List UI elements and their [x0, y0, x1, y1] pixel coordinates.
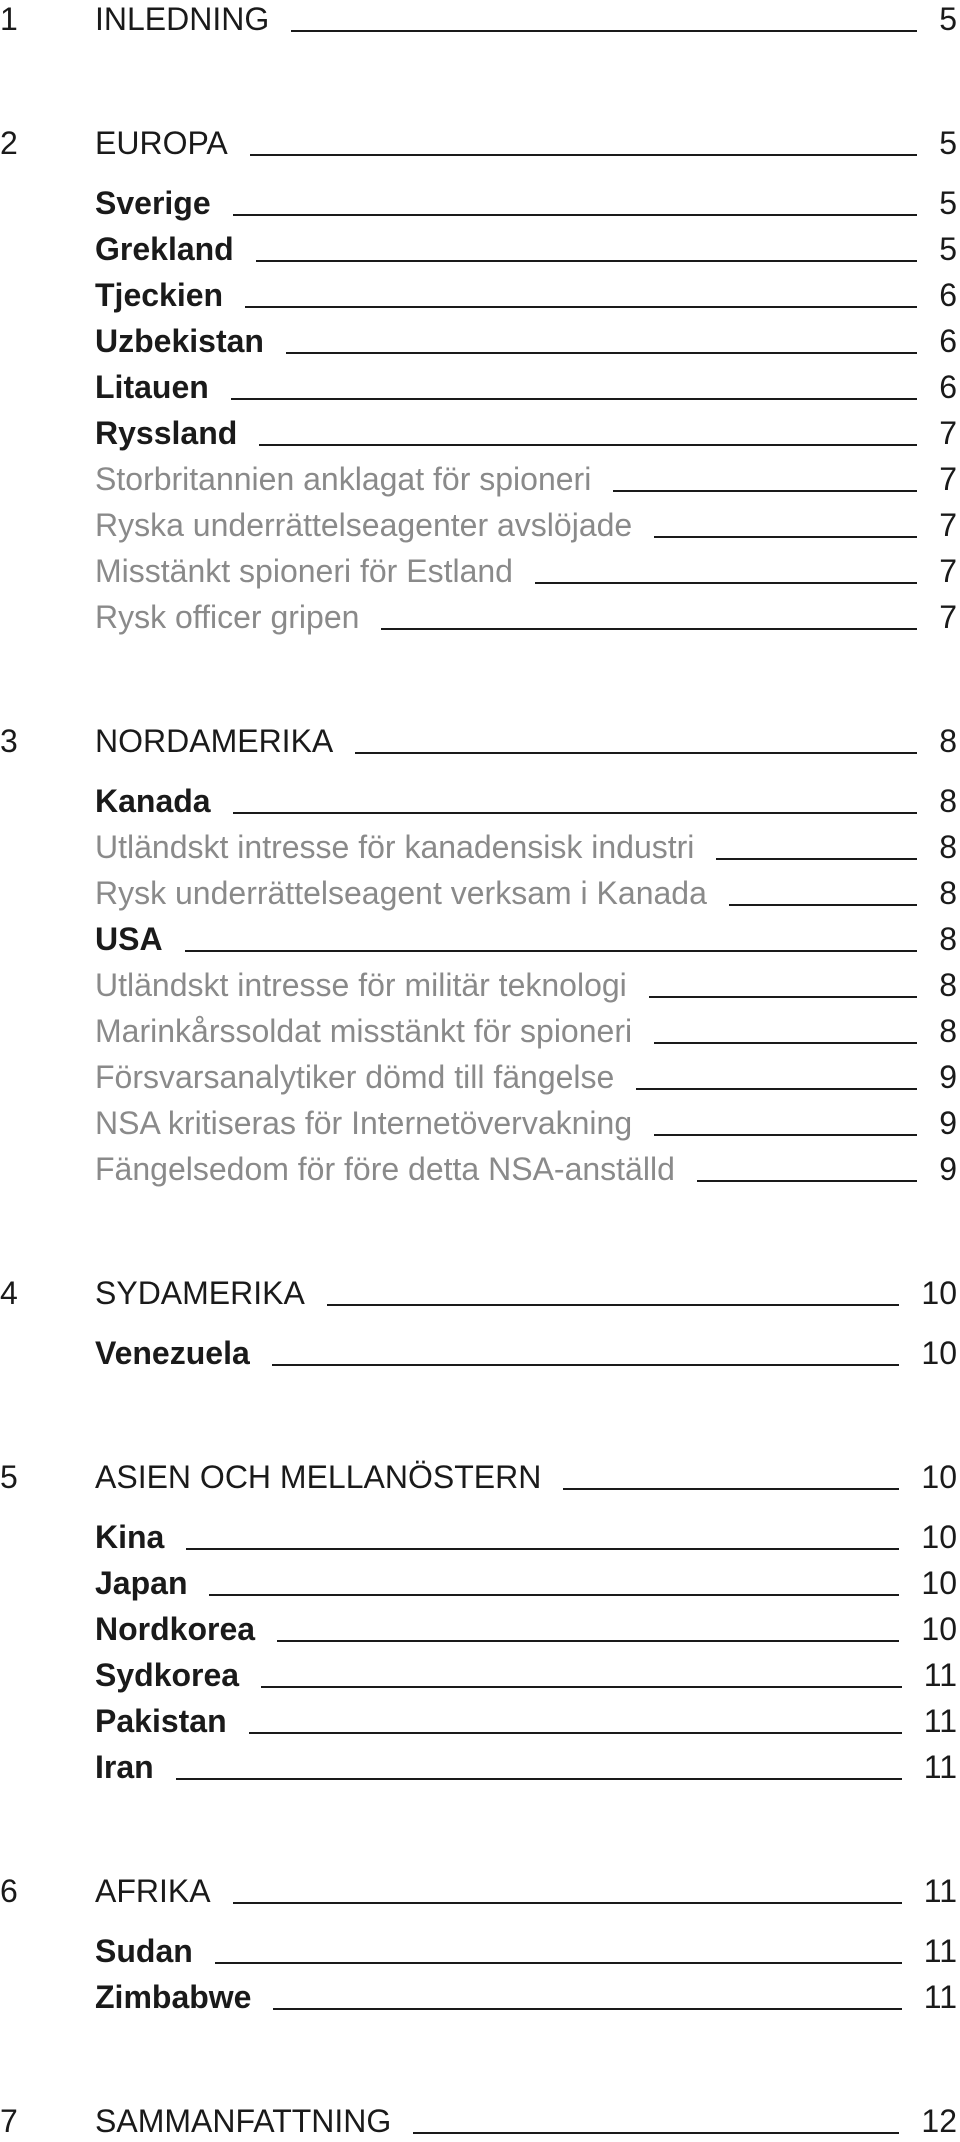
leader-line [697, 1180, 917, 1182]
toc-chapter-row[interactable] [0, 2102, 960, 2142]
leader-line [355, 752, 917, 754]
toc-entry-title: Marinkårssoldat misstänkt för spioneri [95, 1013, 633, 1049]
toc-entry-title: AFRIKA [95, 1873, 211, 1909]
toc-entry-title: Sudan [95, 1933, 193, 1969]
page-number: 6 [939, 369, 957, 405]
page-number: 6 [939, 323, 957, 359]
leader-line [249, 1732, 902, 1734]
page-number: 10 [921, 1565, 957, 1601]
chapter-number: 4 [0, 1275, 18, 1311]
toc-entry-title: Zimbabwe [95, 1979, 252, 2015]
page-number: 11 [923, 1979, 957, 2015]
toc-entry-title: Storbritannien anklagat för spioneri [95, 461, 592, 497]
page-number: 8 [939, 967, 957, 1003]
chapter-number: 6 [0, 1873, 18, 1909]
toc-entry-title: Pakistan [95, 1703, 227, 1739]
toc-article-row[interactable] [0, 828, 960, 868]
toc-entry-title: INLEDNING [95, 1, 270, 37]
page-number: 8 [939, 723, 957, 759]
toc-entry-title: Grekland [95, 231, 234, 267]
page-number: 7 [939, 507, 957, 543]
toc-entry-title: Kanada [95, 783, 211, 819]
leader-line [654, 536, 917, 538]
page-number: 6 [939, 277, 957, 313]
toc-entry-title: SYDAMERIKA [95, 1275, 305, 1311]
leader-line [636, 1088, 917, 1090]
leader-line [261, 1686, 902, 1688]
page-number: 5 [939, 125, 957, 161]
toc-chapter-row[interactable] [0, 1274, 960, 1314]
page-number: 10 [921, 1335, 957, 1371]
toc-section-row[interactable] [0, 1564, 960, 1604]
page-number: 8 [939, 921, 957, 957]
toc-section-row[interactable] [0, 1656, 960, 1696]
chapter-number: 5 [0, 1459, 18, 1495]
toc-entry-title: SAMMANFATTNING [95, 2103, 392, 2139]
page-number: 9 [939, 1059, 957, 1095]
leader-line [231, 398, 917, 400]
leader-line [716, 858, 917, 860]
chapter-number: 3 [0, 723, 18, 759]
leader-line [381, 628, 917, 630]
page-number: 9 [939, 1105, 957, 1141]
leader-line [256, 260, 917, 262]
toc-entry-title: Litauen [95, 369, 209, 405]
toc-entry-title: Rysk officer gripen [95, 599, 360, 635]
leader-line [286, 352, 917, 354]
toc-entry-title: Utländskt intresse för militär teknologi [95, 967, 627, 1003]
toc-entry-title: Rysk underrättelseagent verksam i Kanada [95, 875, 707, 911]
page-number: 7 [939, 553, 957, 589]
page-number: 8 [939, 783, 957, 819]
toc-section-row[interactable] [0, 322, 960, 362]
page-number: 11 [923, 1933, 957, 1969]
toc-section-row[interactable] [0, 276, 960, 316]
toc-section-row[interactable] [0, 782, 960, 822]
toc-section-row[interactable] [0, 920, 960, 960]
toc-section-row[interactable] [0, 1978, 960, 2018]
leader-line [535, 582, 917, 584]
page-number: 5 [939, 185, 957, 221]
page-number: 7 [939, 461, 957, 497]
toc-entry-title: NORDAMERIKA [95, 723, 334, 759]
toc-article-row[interactable] [0, 506, 960, 546]
page-number: 10 [921, 1519, 957, 1555]
toc-chapter-row[interactable] [0, 1872, 960, 1912]
leader-line [272, 1364, 899, 1366]
page-number: 7 [939, 415, 957, 451]
toc-section-row[interactable] [0, 230, 960, 270]
leader-line [649, 996, 917, 998]
toc-entry-title: Sydkorea [95, 1657, 240, 1693]
toc-article-row[interactable] [0, 1150, 960, 1190]
toc-article-row[interactable] [0, 1104, 960, 1144]
toc-entry-title: ASIEN OCH MELLANÖSTERN [95, 1459, 542, 1495]
page-number: 8 [939, 829, 957, 865]
leader-line [185, 950, 917, 952]
toc-entry-title: Kina [95, 1519, 165, 1555]
leader-line [176, 1778, 902, 1780]
toc-entry-title: Misstänkt spioneri för Estland [95, 553, 513, 589]
page-number: 8 [939, 875, 957, 911]
page-number: 8 [939, 1013, 957, 1049]
toc-chapter-row[interactable] [0, 1458, 960, 1498]
leader-line [245, 306, 917, 308]
toc-entry-title: Iran [95, 1749, 154, 1785]
leader-line [250, 154, 917, 156]
toc-section-row[interactable] [0, 1702, 960, 1742]
toc-article-row[interactable] [0, 598, 960, 638]
toc-entry-title: Japan [95, 1565, 188, 1601]
toc-entry-title: USA [95, 921, 163, 957]
leader-line [273, 2008, 902, 2010]
leader-line [729, 904, 917, 906]
toc-article-row[interactable] [0, 874, 960, 914]
page-number: 11 [923, 1749, 957, 1785]
leader-line [654, 1134, 917, 1136]
toc-entry-title: Nordkorea [95, 1611, 256, 1647]
chapter-number: 7 [0, 2103, 18, 2139]
page-number: 12 [921, 2103, 957, 2139]
toc-article-row[interactable] [0, 1012, 960, 1052]
toc-entry-title: Ryssland [95, 415, 238, 451]
leader-line [233, 214, 917, 216]
page-number: 10 [921, 1459, 957, 1495]
leader-line [654, 1042, 917, 1044]
leader-line [233, 812, 917, 814]
toc-entry-title: Uzbekistan [95, 323, 264, 359]
leader-line [327, 1304, 899, 1306]
toc-section-row[interactable] [0, 184, 960, 224]
page-number: 10 [921, 1275, 957, 1311]
leader-line [233, 1902, 902, 1904]
toc-article-row[interactable] [0, 552, 960, 592]
toc-entry-title: Sverige [95, 185, 211, 221]
toc-entry-title: Försvarsanalytiker dömd till fängelse [95, 1059, 615, 1095]
toc-section-row[interactable] [0, 1610, 960, 1650]
page-number: 5 [939, 1, 957, 37]
page-number: 9 [939, 1151, 957, 1187]
toc-section-row[interactable] [0, 1748, 960, 1788]
toc-entry-title: NSA kritiseras för Internetövervakning [95, 1105, 633, 1141]
toc-section-row[interactable] [0, 368, 960, 408]
page-number: 11 [923, 1657, 957, 1693]
page-number: 7 [939, 599, 957, 635]
toc-entry-title: Fängelsedom för före detta NSA-anställd [95, 1151, 675, 1187]
toc-section-row[interactable] [0, 1334, 960, 1374]
toc-entry-title: Tjeckien [95, 277, 224, 313]
toc-entry-title: Utländskt intresse för kanadensisk industri [95, 829, 695, 865]
toc-section-row[interactable] [0, 1932, 960, 1972]
page-number: 5 [939, 231, 957, 267]
toc-entry-title: Ryska underrättelseagenter avslöjade [95, 507, 633, 543]
toc-chapter-row[interactable] [0, 722, 960, 762]
toc-article-row[interactable] [0, 460, 960, 500]
toc-article-row[interactable] [0, 1058, 960, 1098]
leader-line [259, 444, 917, 446]
toc-entry-title: Venezuela [95, 1335, 250, 1371]
leader-line [291, 30, 917, 32]
chapter-number: 2 [0, 125, 18, 161]
leader-line [209, 1594, 899, 1596]
leader-line [563, 1488, 899, 1490]
toc-article-row[interactable] [0, 966, 960, 1006]
page-number: 11 [923, 1703, 957, 1739]
leader-line [186, 1548, 899, 1550]
page-number: 10 [921, 1611, 957, 1647]
toc-section-row[interactable] [0, 1518, 960, 1558]
leader-line [413, 2132, 899, 2134]
leader-line [215, 1962, 902, 1964]
chapter-number: 1 [0, 1, 18, 37]
toc-chapter-row[interactable] [0, 124, 960, 164]
toc-chapter-row[interactable] [0, 0, 960, 40]
toc-section-row[interactable] [0, 414, 960, 454]
toc-entry-title: EUROPA [95, 125, 228, 161]
leader-line [613, 490, 917, 492]
page-number: 11 [923, 1873, 957, 1909]
leader-line [277, 1640, 899, 1642]
